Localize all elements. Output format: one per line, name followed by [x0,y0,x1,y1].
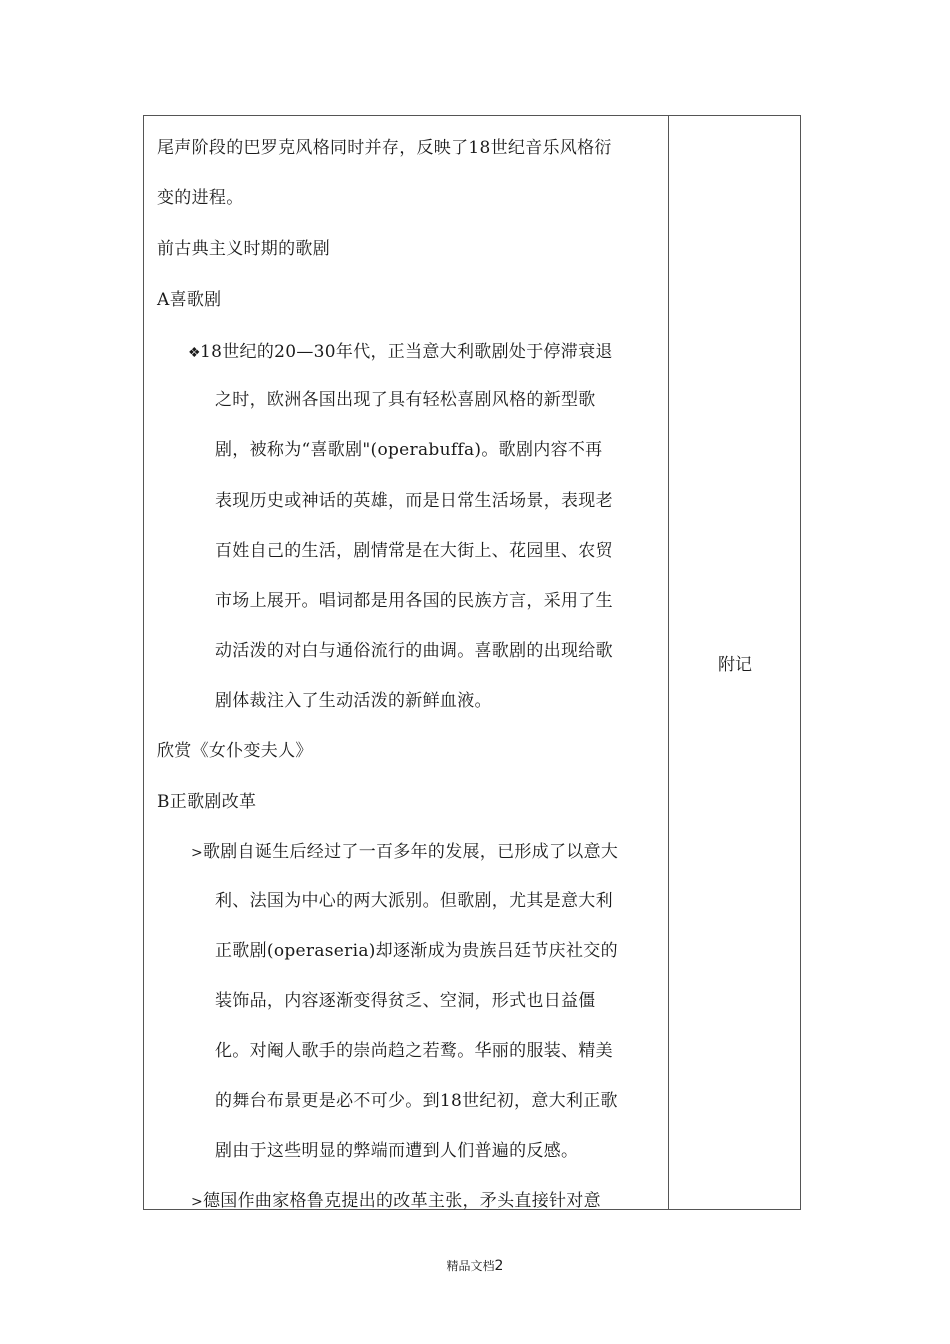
text-line-11: 动活泼的对白与通俗流行的曲调。喜歌剧的出现给歌 [215,641,613,661]
footer-label: 精品文档 [446,1259,495,1273]
appreciation-heading: 欣赏《女仆变夫人》 [157,741,313,761]
bullet-paragraph-opera-buffa [188,342,613,363]
text-line-18: 装饰品，内容逐渐变得贫乏、空洞，形式也日益僵 [215,991,596,1011]
text-line-19: 化。对阉人歌手的崇尚趋之若鹜。华丽的服装、精美 [215,1041,613,1061]
text-line-21: 剧由于这些明显的弊端而遭到人们普遍的反感。 [215,1141,579,1161]
text-line-5: 18世纪的20—30年代，正当意大利歌剧处于停滞衰退 [200,342,613,362]
page-number: 2 [494,1258,504,1274]
side-note-label: 附记 [718,655,752,675]
text-line-22: 德国作曲家格鲁克提出的改革主张，矛头直接针对意 [203,1191,601,1211]
subheading-opera-seria-reform: B正歌剧改革 [157,792,257,812]
page-footer [0,1258,950,1274]
text-line-8: 表现历史或神话的英雄，而是日常生活场景，表现老 [215,491,613,511]
text-line-20: 的舞台布景更是必不可少。到18世纪初，意大利正歌 [215,1091,618,1111]
text-line-12: 剧体裁注入了生动活泼的新鲜血液。 [215,691,492,711]
subheading-opera-buffa: A喜歌剧 [157,290,222,310]
bullet-paragraph-opera-seria [191,842,618,863]
text-line-15: 歌剧自诞生后经过了一百多年的发展，已形成了以意大 [203,842,619,862]
arrow-bullet-icon: > [191,1194,204,1210]
arrow-bullet-icon: > [191,845,204,861]
text-line-6: 之时，欧洲各国出现了具有轻松喜剧风格的新型歌 [215,390,596,410]
text-line-7: 剧，被称为“喜歌剧"(operabuffa)。歌剧内容不再 [215,440,603,460]
text-line-2: 变的进程。 [157,188,244,208]
text-line-1: 尾声阶段的巴罗克风格同时并存，反映了18世纪音乐风格衍 [157,138,612,158]
document-table [143,115,801,1210]
section-heading-preclassical-opera: 前古典主义时期的歌剧 [157,239,330,259]
text-line-16: 利、法国为中心的两大派别。但歌剧，尤其是意大利 [215,891,613,911]
diamond-bullet-icon: ❖ [188,345,201,361]
bullet-paragraph-gluck-reform [191,1191,601,1212]
text-line-9: 百姓自己的生活，剧情常是在大街上、花园里、农贸 [215,541,613,561]
text-line-17: 正歌剧(operaseria)却逐渐成为贵族吕廷节庆社交的 [215,941,618,961]
text-line-10: 市场上展开。唱词都是用各国的民族方言，采用了生 [215,591,613,611]
